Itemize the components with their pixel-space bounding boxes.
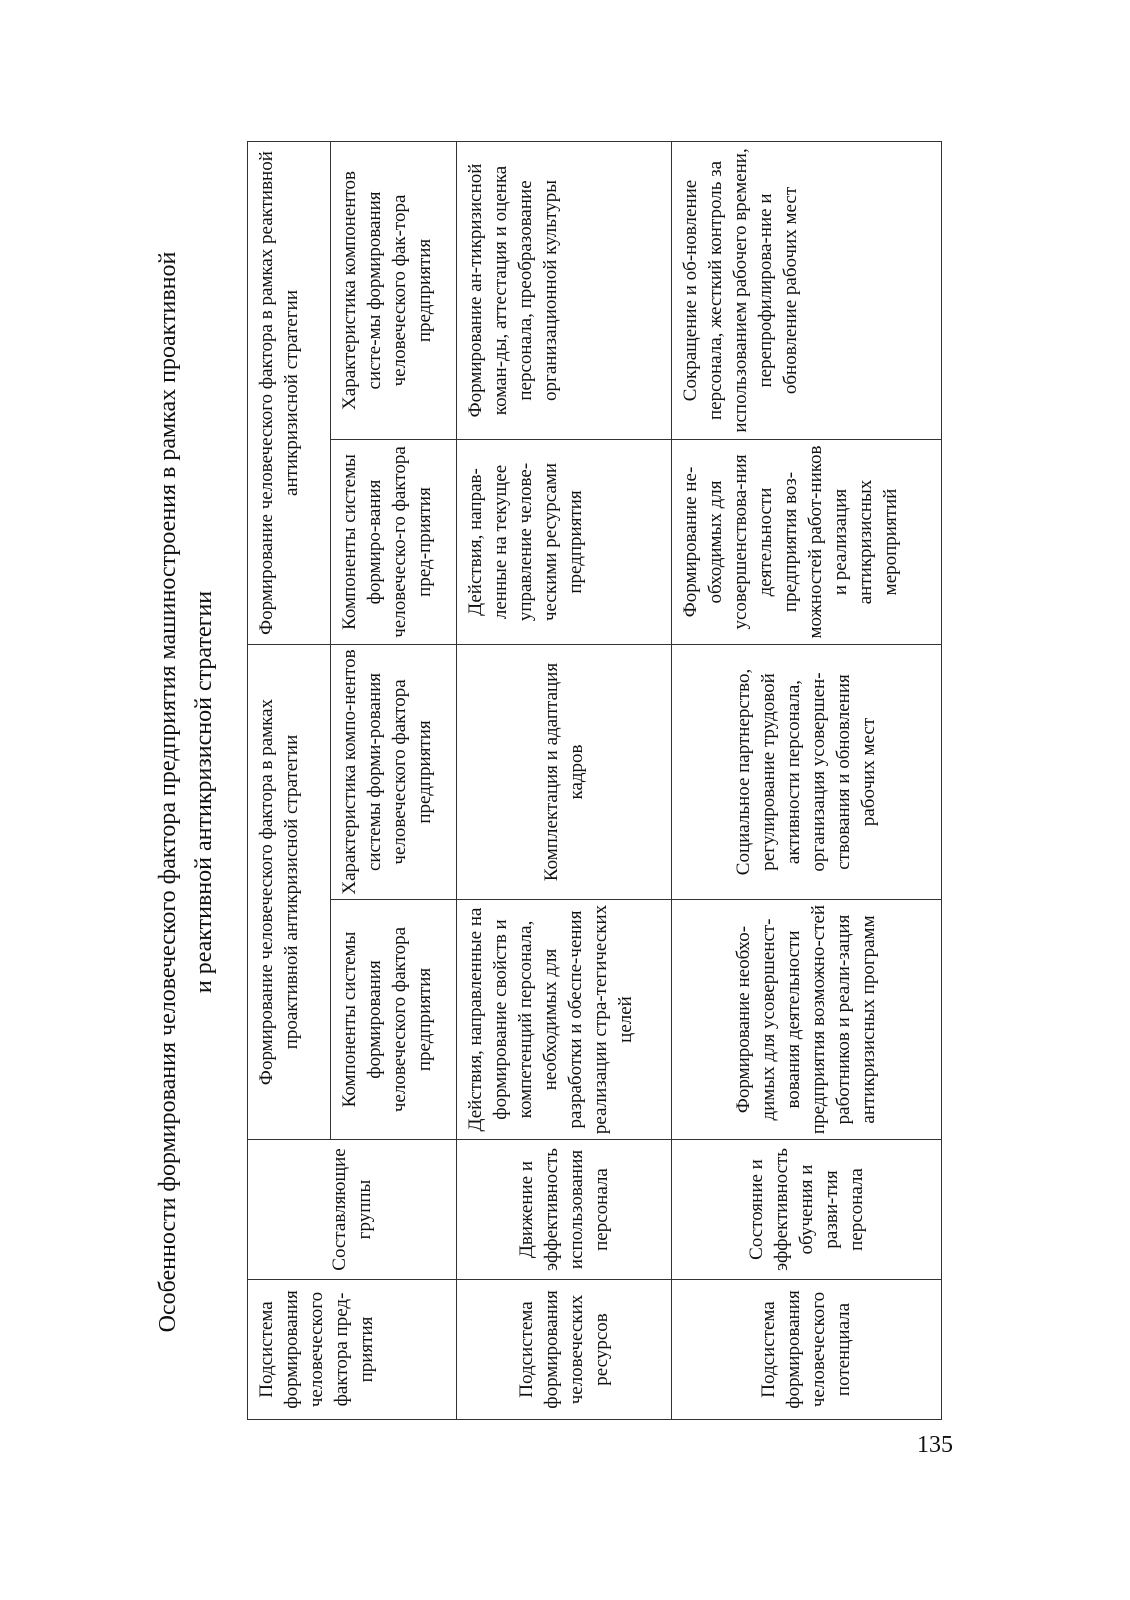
header-pro-characteristics: Характеристика компо-нентов системы форми-рования человеческого фактора предприятия [331, 644, 457, 899]
cell-re-characteristics: Формирование ан-тикризисной коман-ды, аттестация и оценка персонала, преобразование организационной культуры [457, 141, 672, 439]
cell-subsystem: Подсистема формирования человеческих ресурсов [457, 1280, 672, 1420]
table-row [457, 141, 672, 1419]
header-re-characteristics: Характеристика компонентов систе-мы формирования человеческого фак-тора предприятия [331, 141, 457, 439]
header-pro-components: Компоненты системы формирования человеческого фактора предприятия [331, 900, 457, 1140]
cell-pro-characteristics: Комплектация и адаптация кадров [457, 644, 672, 899]
cell-group: Состояние и эффективность обучения и разви-тия персонала [671, 1140, 941, 1280]
cell-re-components: Формирование не-обходимых для усовершенствова-ния деятельности предприятия воз-можностей работ-ников и реализация антикризисных мероприятий [671, 439, 941, 644]
title-line-2: и реактивной антикризисной стратегии [191, 590, 217, 994]
title-line-1: Особенности формирования человеческого фактора предприятия машиностроения в рамках проактивной [155, 251, 181, 1333]
cell-subsystem: Подсистема формирования человеческого потенциала [671, 1280, 941, 1420]
table-title [150, 142, 222, 1442]
header-reactive-group: Формирование человеческого фактора в рамках реактивной антикризисной стратегии [248, 141, 331, 644]
cell-re-components: Действия, направ-ленные на текущее управление челове-ческими ресурсами предприятия [457, 439, 672, 644]
cell-pro-components: Формирование необхо-димых для усовершенст-вования деятельности предприятия возможно-стей работников и реали-зация антикризисных программ [671, 900, 941, 1140]
comparison-table [247, 141, 942, 1420]
cell-re-characteristics: Сокращение и об-новление персонала, жесткий контроль за использованием рабочего времени, перепрофилирова-ние и обновление рабочих мест [671, 141, 941, 439]
header-subsystem: Подсистема формирования человеческого фактора пред-приятия [248, 1280, 457, 1420]
cell-pro-components: Действия, направленные на формирование свойств и компетенций персонала, необходимых для разработки и обеспе-чения реализации стра-тегических целей [457, 900, 672, 1140]
header-re-components: Компоненты системы формиро-вания человеческо-го фактора пред-приятия [331, 439, 457, 644]
header-groups: Составляющие группы [248, 1140, 457, 1280]
page-number: 135 [917, 1432, 953, 1458]
cell-pro-characteristics: Социальное партнерство, регулирование трудовой активности персонала, организация усовершен-ствования и обновления рабочих мест [671, 644, 941, 899]
rotated-content [150, 142, 960, 1442]
table-row [671, 141, 941, 1419]
cell-group: Движение и эффективность использования персонала [457, 1140, 672, 1280]
header-proactive-group: Формирование человеческого фактора в рамках проактивной антикризисной стратегии [248, 644, 331, 1139]
